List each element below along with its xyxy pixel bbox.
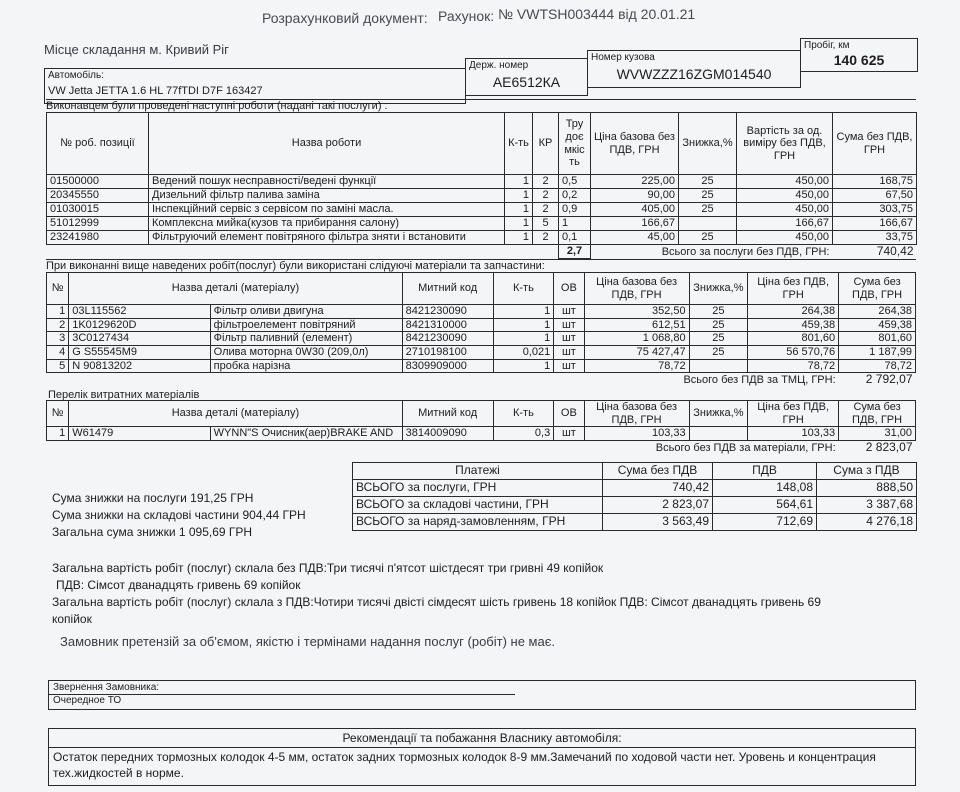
parts-title (46, 259, 916, 272)
part-price: 56 570,76 (748, 345, 839, 359)
work-qty: 1 (505, 189, 533, 203)
table-row (47, 305, 916, 319)
work-sum: 33,75 (833, 231, 917, 245)
work-pos: 20345550 (47, 189, 149, 203)
work-base: 405,00 (591, 203, 679, 217)
part-no: 3 (47, 332, 69, 346)
parts-header-row (47, 273, 916, 305)
discount-parts: Сума знижки на складові частини 904,44 ГРН (52, 508, 306, 522)
car-label: Автомобіль: (48, 70, 105, 81)
parts-col-price: Ціна без ПДВ, ГРН (748, 273, 839, 305)
consumable-customs: 3814009090 (402, 427, 493, 441)
work-unit: 166,67 (737, 217, 833, 231)
consumable-no: 1 (47, 427, 69, 441)
work-discount: 25 (679, 203, 737, 217)
part-discount: 25 (689, 318, 748, 332)
cons-col-unit: ОВ (554, 401, 584, 427)
parts-col-qty: К-ть (493, 273, 554, 305)
part-qty: 1 (493, 332, 554, 346)
vin-box (587, 50, 801, 88)
work-unit: 450,00 (737, 175, 833, 189)
works-title (46, 99, 916, 112)
payment-vat: 564,61 (713, 497, 817, 514)
part-code: G S55545M9 (69, 345, 210, 359)
work-base: 225,00 (591, 175, 679, 189)
part-discount: 25 (689, 332, 748, 346)
no-claims-statement: Замовник претензій за об'ємом, якістю і термінами надання послуг (робіт) не має. (60, 634, 555, 649)
work-pos: 01500000 (47, 175, 149, 189)
part-qty: 1 (493, 359, 554, 373)
table-row (47, 189, 917, 203)
works-col-kr: КР (533, 113, 559, 175)
part-customs: 8309909000 (402, 359, 493, 373)
parts-col-unit: ОВ (554, 273, 584, 305)
part-sum: 1 187,99 (839, 345, 916, 359)
work-labour: 0,2 (559, 189, 591, 203)
consumable-name: WYNN"S Очисник(аер)BRAKE AND (210, 427, 402, 441)
part-customs: 8421230090 (402, 305, 493, 319)
work-discount (679, 217, 737, 231)
works-table (46, 112, 917, 259)
works-col-unit: Вартість за од. виміру без ПДВ, ГРН (737, 113, 833, 175)
total-words-line4: копійок (52, 612, 92, 626)
work-name: Інспекційний сервіс з сервісом по заміні масла. (149, 203, 505, 217)
mileage-value: 140 625 (833, 52, 885, 68)
payment-label: ВСЬОГО за наряд-замовленням, ГРН (353, 514, 603, 531)
work-sum: 67,50 (833, 189, 917, 203)
part-discount: 25 (689, 345, 748, 359)
works-col-discount: Знижка,% (679, 113, 737, 175)
work-base: 90,00 (591, 189, 679, 203)
work-labour: 0,1 (559, 231, 591, 245)
consumable-code: W61479 (69, 427, 210, 441)
discounts-block (52, 490, 306, 541)
work-kr: 2 (533, 189, 559, 203)
part-no: 2 (47, 318, 69, 332)
payments-col-label: Платежі (353, 463, 603, 480)
part-discount (689, 359, 748, 373)
invoice-number: № VWTSH003444 від 20.01.21 (498, 6, 696, 22)
part-name: пробка нарізна (210, 359, 402, 373)
part-sum: 801,60 (839, 332, 916, 346)
payments-col-net: Сума без ПДВ (603, 463, 713, 480)
table-row (47, 175, 917, 189)
table-row (47, 345, 916, 359)
work-sum: 303,75 (833, 203, 917, 217)
payment-gross: 888,50 (817, 480, 917, 497)
table-row (47, 217, 917, 231)
work-qty: 1 (505, 175, 533, 189)
payment-net: 3 563,49 (603, 514, 713, 531)
part-unit: шт (554, 359, 584, 373)
works-col-pos: № роб. позиції (47, 113, 149, 175)
payments-table (352, 462, 917, 531)
mileage-box (800, 38, 918, 72)
reg-number-label: Держ. номер (469, 60, 529, 71)
work-name: Фільтруючий елемент повітряного фільтра зняти і встановити (149, 231, 505, 245)
consumables-title: Перелік витратних матеріалів (48, 389, 200, 401)
part-sum: 264,38 (839, 305, 916, 319)
part-unit: шт (554, 305, 584, 319)
car-model: VW Jetta JETTA 1.6 HL 77fTDI D7F 163427 (48, 85, 263, 97)
payment-label: ВСЬОГО за складові частини, ГРН (353, 497, 603, 514)
work-labour: 1 (559, 217, 591, 231)
part-base: 1 068,80 (584, 332, 689, 346)
place-of-issue: Місце складання м. Кривий Ріг (44, 42, 229, 57)
table-row (47, 231, 917, 245)
part-unit: шт (554, 345, 584, 359)
part-no: 1 (47, 305, 69, 319)
work-kr: 2 (533, 203, 559, 217)
consumables-table (46, 400, 916, 455)
discount-services: Сума знижки на послуги 191,25 ГРН (52, 491, 254, 505)
invoice-label: Рахунок: (438, 8, 495, 24)
part-no: 5 (47, 359, 69, 373)
payment-label: ВСЬОГО за послуги, ГРН (353, 480, 603, 497)
part-customs: 8421230090 (402, 332, 493, 346)
part-discount: 25 (689, 305, 748, 319)
work-sum: 168,75 (833, 175, 917, 189)
work-kr: 2 (533, 231, 559, 245)
part-sum: 459,38 (839, 318, 916, 332)
total-words-line3: Загальна вартість робіт (послуг) склала з ПДВ:Чотири тисячі двісті сімдесят шість гривень 18 копійок ПДВ: Сімсот дванадцять гривень 69 (52, 595, 821, 609)
part-price: 801,60 (748, 332, 839, 346)
works-header-row (47, 113, 917, 175)
work-qty: 1 (505, 203, 533, 217)
works-total-value: 740,42 (876, 244, 914, 258)
part-base: 612,51 (584, 318, 689, 332)
part-name: Фільтр паливний (елемент) (210, 332, 402, 346)
parts-col-sum: Сума без ПДВ, ГРН (839, 273, 916, 305)
total-words-line1: Загальна вартість робіт (послуг) склала без ПДВ:Три тисячі п'ятсот шістдесят три гривні 49 копійок (52, 561, 604, 575)
parts-col-no: № (47, 273, 69, 305)
parts-total-row (47, 373, 916, 387)
part-code: 03L115562 (69, 305, 210, 319)
work-labour: 0,9 (559, 203, 591, 217)
consumables-total-label: Всього без ПДВ за матеріали, ГРН: (655, 441, 836, 454)
table-row (353, 497, 917, 514)
consumables-header-row (47, 401, 916, 427)
work-discount: 25 (679, 189, 737, 203)
works-col-sum: Сума без ПДВ, ГРН (833, 113, 917, 175)
consumable-price: 103,33 (748, 427, 839, 441)
table-row (47, 427, 916, 441)
cons-col-price: Ціна без ПДВ, ГРН (748, 401, 839, 427)
payment-vat: 148,08 (713, 480, 817, 497)
payments-col-gross: Сума з ПДВ (817, 463, 917, 480)
recommendations-title: Рекомендації та побажання Власнику автомобіля: (49, 729, 915, 748)
part-base: 75 427,47 (584, 345, 689, 359)
part-price: 459,38 (748, 318, 839, 332)
payment-gross: 4 276,18 (817, 514, 917, 531)
table-row (47, 203, 917, 217)
consumables-total-row (47, 441, 916, 455)
cons-col-sum: Сума без ПДВ, ГРН (839, 401, 916, 427)
parts-total-label: Всього без ПДВ за ТМЦ, ГРН: (683, 373, 836, 386)
part-customs: 8421310000 (402, 318, 493, 332)
work-name: Комплексна мийка(кузов та прибирання салону) (149, 217, 505, 231)
parts-col-name: Назва деталі (матеріалу) (69, 273, 402, 305)
part-qty: 1 (493, 305, 554, 319)
works-col-base: Ціна базова без ПДВ, ГРН (591, 113, 679, 175)
part-customs: 2710198100 (402, 345, 493, 359)
payment-net: 740,42 (603, 480, 713, 497)
part-name: Олива моторна 0W30 (209,0л) (210, 345, 402, 359)
work-pos: 51012999 (47, 217, 149, 231)
vin-value: WVWZZZ16ZGM014540 (616, 66, 772, 82)
part-no: 4 (47, 345, 69, 359)
part-name: фільтроелемент повітряний (210, 318, 402, 332)
total-words-line2: ПДВ: Сімсот дванадцять гривень 69 копійок (56, 578, 301, 592)
work-sum: 166,67 (833, 217, 917, 231)
customer-request-value: Очередное ТО (49, 694, 515, 706)
parts-title-text: При виконанні вище наведених робіт(послуг) були використані слідуючі матеріали та запчастини: (46, 260, 545, 272)
part-qty: 1 (493, 318, 554, 332)
payments-col-vat: ПДВ (713, 463, 817, 480)
table-row (47, 332, 916, 346)
payment-gross: 3 387,68 (817, 497, 917, 514)
part-unit: шт (554, 332, 584, 346)
table-row (353, 514, 917, 531)
work-kr: 5 (533, 217, 559, 231)
cons-col-no: № (47, 401, 69, 427)
consumable-sum: 31,00 (839, 427, 916, 441)
payment-vat: 712,69 (713, 514, 817, 531)
work-qty: 1 (505, 231, 533, 245)
part-base: 78,72 (584, 359, 689, 373)
consumable-discount (689, 427, 748, 441)
works-col-qty: К-ть (505, 113, 533, 175)
table-row (47, 318, 916, 332)
customer-request-box (48, 680, 916, 710)
consumables-total-value: 2 823,07 (865, 440, 913, 455)
reg-number-box (465, 58, 588, 96)
part-code: 1K0129620D (69, 318, 210, 332)
work-discount: 25 (679, 175, 737, 189)
discount-total: Загальна сума знижки 1 095,69 ГРН (52, 525, 253, 539)
reg-number-value: АЕ6512КА (492, 74, 561, 90)
cons-col-qty: К-ть (493, 401, 554, 427)
work-unit: 450,00 (737, 231, 833, 245)
parts-col-base: Ціна базова без ПДВ, ГРН (584, 273, 689, 305)
work-pos: 23241980 (47, 231, 149, 245)
work-unit: 450,00 (737, 189, 833, 203)
part-qty: 0,021 (493, 345, 554, 359)
consumable-qty: 0,3 (493, 427, 554, 441)
customer-request-label: Звернення Замовника: (53, 682, 160, 693)
work-unit: 450,00 (737, 203, 833, 217)
cons-col-name: Назва деталі (матеріалу) (69, 401, 402, 427)
part-unit: шт (554, 318, 584, 332)
mileage-label: Пробіг, км (804, 40, 850, 51)
cons-col-base: Ціна базова без ПДВ, ГРН (584, 401, 689, 427)
parts-col-discount: Знижка,% (689, 273, 748, 305)
vin-label: Номер кузова (591, 52, 655, 63)
consumable-unit: шт (554, 427, 584, 441)
work-base: 45,00 (591, 231, 679, 245)
part-code: 3C0127434 (69, 332, 210, 346)
work-discount: 25 (679, 231, 737, 245)
parts-col-customs: Митний код (402, 273, 493, 305)
works-labour-total: 2,7 (559, 245, 591, 259)
table-row (47, 359, 916, 373)
consumable-base: 103,33 (584, 427, 689, 441)
recommendations-text: Остаток передних тормозных колодок 4-5 мм, остаток задних тормозных колодок 8-9 мм.Замечаний по ходовой части нет. Уровень и концентрация тех.жидкостей в норме. (53, 750, 876, 780)
work-name: Ведений пошук несправності/ведені функції (149, 175, 505, 189)
work-base: 166,67 (591, 217, 679, 231)
payments-header-row (353, 463, 917, 480)
works-title-text: Виконавцем були проведені наступні роботи (надані такі послуги) : (46, 100, 388, 112)
work-labour: 0,5 (559, 175, 591, 189)
cons-col-customs: Митний код (402, 401, 493, 427)
part-sum: 78,72 (839, 359, 916, 373)
work-kr: 2 (533, 175, 559, 189)
works-col-labour: Тру доє мкіс ть (559, 113, 591, 175)
part-name: Фільтр оливи двигуна (210, 305, 402, 319)
part-price: 78,72 (748, 359, 839, 373)
works-total-label: Всього за послуги без ПДВ, ГРН: (661, 245, 830, 258)
payment-net: 2 823,07 (603, 497, 713, 514)
table-row (353, 480, 917, 497)
works-col-name: Назва роботи (149, 113, 505, 175)
work-name: Дизельний фільтр палива заміна (149, 189, 505, 203)
work-pos: 01030015 (47, 203, 149, 217)
parts-total-value: 2 792,07 (865, 372, 913, 387)
document-type: Розрахунковий документ: (262, 10, 428, 26)
totals-in-words (52, 560, 912, 628)
part-base: 352,50 (584, 305, 689, 319)
work-qty: 1 (505, 217, 533, 231)
part-price: 264,38 (748, 305, 839, 319)
part-code: N 90813202 (69, 359, 210, 373)
cons-col-discount: Знижка,% (689, 401, 748, 427)
parts-table (46, 272, 916, 387)
recommendations-box (48, 728, 916, 786)
works-total-row (47, 245, 917, 259)
